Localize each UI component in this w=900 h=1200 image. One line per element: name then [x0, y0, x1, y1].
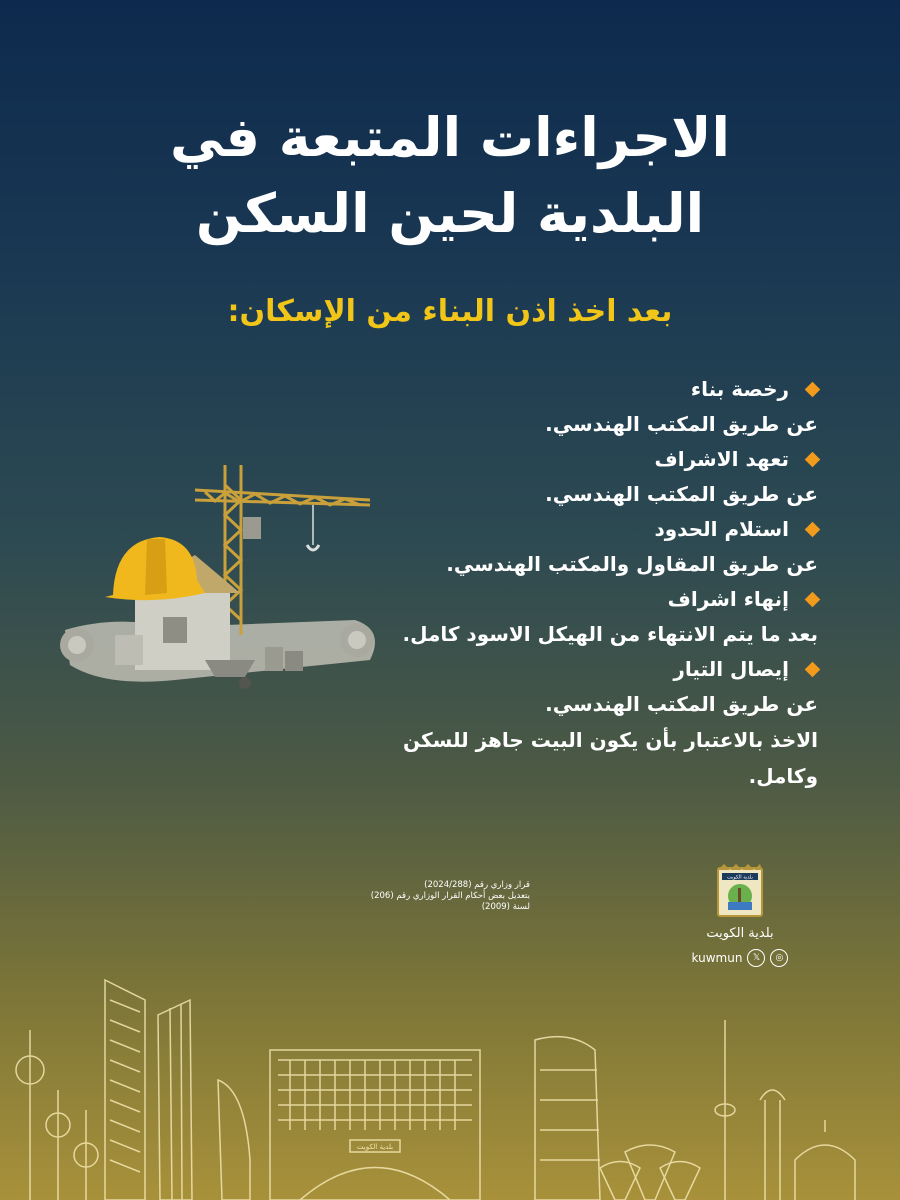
step-note: بعد ما يتم الانتهاء من الهيكل الاسود كامل.: [402, 622, 818, 646]
emblem-text: بلدية الكويت: [727, 874, 753, 881]
step-item: [348, 372, 818, 442]
final-note: الاخذ بالاعتبار بأن يكون البيت جاهز للسكن وكامل.: [402, 728, 818, 788]
bullet-diamond-icon: [805, 451, 821, 467]
title-line-1: الاجراءات المتبعة في: [169, 106, 730, 169]
social-handle[interactable]: kuwmun: [691, 951, 743, 965]
steps-list: [348, 372, 818, 788]
step-title: استلام الحدود: [654, 517, 789, 541]
x-icon[interactable]: 𝕏: [747, 949, 765, 967]
step-title: إنهاء اشراف: [667, 587, 789, 611]
step-item: [348, 512, 818, 582]
step-item: [348, 582, 818, 652]
municipality-logo: [690, 862, 790, 967]
step-note: عن طريق المكتب الهندسي.: [545, 482, 818, 506]
building-sign: بلدية الكويت: [356, 1143, 394, 1151]
instagram-icon[interactable]: ◎: [770, 949, 788, 967]
subtitle: بعد اخذ اذن البناء من الإسكان:: [227, 294, 673, 329]
bullet-diamond-icon: [805, 591, 821, 607]
step-title: رخصة بناء: [690, 377, 789, 401]
page-title: [0, 100, 900, 252]
municipality-emblem: [716, 862, 764, 918]
step-title: إيصال التيار: [673, 657, 789, 681]
bullet-diamond-icon: [805, 521, 821, 537]
construction-illustration: [55, 455, 385, 705]
kuwait-skyline: [0, 960, 900, 1200]
decree-text: [370, 880, 530, 913]
step-note: عن طريق المكتب الهندسي.: [545, 692, 818, 716]
org-name: بلدية الكويت: [706, 926, 774, 941]
step-item: [348, 652, 818, 722]
step-title: تعهد الاشراف: [654, 447, 789, 471]
decree-line: لسنة (2009): [481, 902, 530, 912]
step-note: عن طريق المقاول والمكتب الهندسي.: [446, 552, 818, 576]
step-note: عن طريق المكتب الهندسي.: [545, 412, 818, 436]
decree-line: بتعديل بعض أحكام القرار الوزاري رقم (206): [370, 891, 530, 901]
title-line-2: البلدية لحين السكن: [195, 182, 705, 245]
bullet-diamond-icon: [805, 661, 821, 677]
decree-line: قرار وزاري رقم (2024/288): [424, 880, 530, 890]
step-item: [348, 442, 818, 512]
bullet-diamond-icon: [805, 381, 821, 397]
